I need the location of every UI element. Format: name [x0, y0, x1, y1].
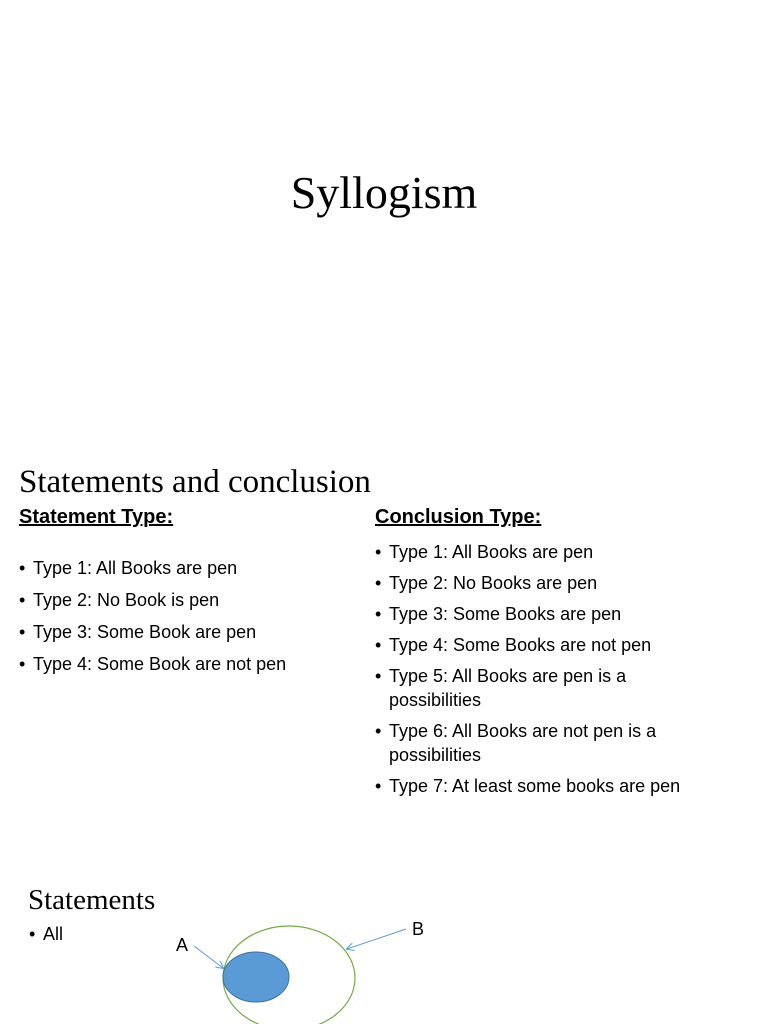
conclusion-item: • Type 2: No Books are pen	[375, 571, 715, 595]
set-a-circle	[223, 952, 289, 1002]
statement-item: • Type 1: All Books are pen	[19, 556, 349, 580]
slide-heading: Statements	[28, 884, 156, 916]
conclusion-list	[375, 540, 715, 805]
statement-item: • Type 4: Some Book are not pen	[19, 652, 349, 676]
statement-item: • Type 3: Some Book are pen	[19, 620, 349, 644]
conclusion-item: • Type 6: All Books are not pen is a possibilities	[375, 719, 715, 767]
conclusion-item: • Type 4: Some Books are not pen	[375, 633, 715, 657]
slide-heading: Statements and conclusion	[19, 464, 371, 500]
label-a: A	[176, 935, 189, 955]
statement-list	[19, 556, 349, 684]
arrow-a	[194, 946, 223, 968]
slide-statements-conclusion	[0, 440, 768, 860]
slide-title	[0, 0, 768, 440]
arrow-b	[347, 929, 406, 949]
conclusion-type-heading: Conclusion Type:	[375, 506, 542, 528]
conclusion-item: • Type 3: Some Books are pen	[375, 602, 715, 626]
conclusion-item: • Type 7: At least some books are pen	[375, 774, 715, 798]
label-b: B	[412, 919, 425, 939]
conclusion-item: • Type 5: All Books are pen is a possibilities	[375, 664, 715, 712]
slide-statements-diagram	[0, 860, 768, 1024]
statement-bullets	[29, 922, 63, 946]
slide-title-text: Syllogism	[290, 167, 478, 218]
conclusion-item: • Type 1: All Books are pen	[375, 540, 715, 564]
statement-type-heading: Statement Type:	[19, 506, 174, 528]
statement-bullet: • All	[29, 922, 63, 946]
statement-item: • Type 2: No Book is pen	[19, 588, 349, 612]
